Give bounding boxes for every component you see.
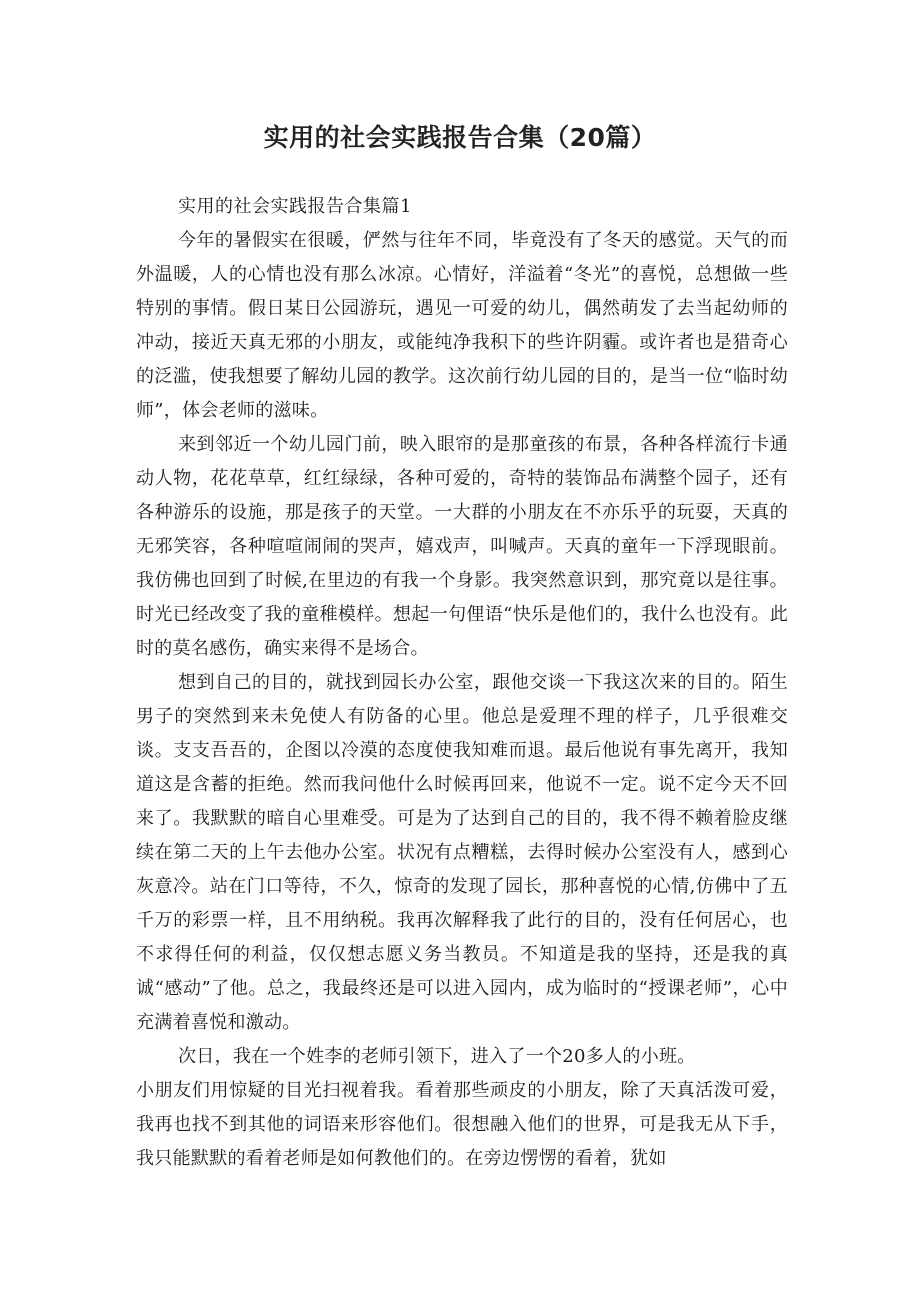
paragraph-1: 今年的暑假实在很暖，俨然与往年不同，毕竟没有了冬天的感觉。天气的而外温暖，人的心情也没有那么冰凉。心情好，洋溢着“冬光”的喜悦，总想做一些特别的事情。假日某日公园游玩，遇见一可爱的幼儿，偶然萌发了去当起幼师的冲动，接近天真无邪的小朋友，或能纯净我积下的些许阴霾。或许者也是猎奇心的泛滥，使我想要了解幼儿园的教学。这次前行幼儿园的目的，是当一位“临时幼师”，体会老师的滋味。 bbox=[136, 230, 788, 421]
section-heading: 实用的社会实践报告合集篇1 bbox=[178, 196, 412, 217]
document-title: 实用的社会实践报告合集（20篇） bbox=[263, 123, 657, 152]
paragraph-3: 想到自己的目的，就找到园长办公室，跟他交谈一下我这次来的目的。陌生男子的突然到来未免使人有防备的心里。他总是爱理不理的样子，几乎很难交谈。支支吾吾的，企图以冷漠的态度使我知难而退。最后他说有事先离开，我知道这是含蓄的拒绝。然而我问他什么时候再回来，他说不一定。说不定今天不回来了。我默默的暗自心里难受。可是为了达到自己的目的，我不得不赖着脸皮继续在第二天的上午去他办公室。状况有点糟糕，去得时候办公室没有人，感到心灰意冷。站在门口等待，不久，惊奇的发现了园长，那种喜悦的心情,仿佛中了五千万的彩票一样，且不用纳税。我再次解释我了此行的目的，没有任何居心，也不求得任何的利益，仅仅想志愿义务当教员。不知道是我的坚持，还是我的真诚“感动”了他。总之，我最终还是可以进入园内，成为临时的“授课老师”，心中充满着喜悦和激动。 bbox=[136, 672, 788, 1033]
paragraph-5: 小朋友们用惊疑的目光扫视着我。看着那些顽皮的小朋友，除了天真活泼可爱，我再也找不到其他的词语来形容他们。很想融入他们的世界，可是我无从下手，我只能默默的看着老师是如何教他们的。在旁边愣愣的看着，犹如 bbox=[136, 1080, 788, 1169]
paragraph-2: 来到邻近一个幼儿园门前，映入眼帘的是那童孩的布景，各种各样流行卡通动人物，花花草草，红红绿绿，各种可爱的，奇特的装饰品布满整个园子，还有各种游乐的设施，那是孩子的天堂。一大群的小朋友在不亦乐乎的玩耍，天真的无邪笑容，各种喧喧闹闹的哭声，嬉戏声，叫喊声。天真的童年一下浮现眼前。我仿佛也回到了时候,在里边的有我一个身影。我突然意识到，那究竟以是往事。时光已经改变了我的童稚模样。想起一句俚语“快乐是他们的，我什么也没有。此时的莫名感伤，确实来得不是场合。 bbox=[136, 434, 788, 659]
paragraph-4: 次日，我在一个姓李的老师引领下，进入了一个20多人的小班。 bbox=[178, 1046, 696, 1067]
document-body bbox=[136, 190, 788, 1176]
